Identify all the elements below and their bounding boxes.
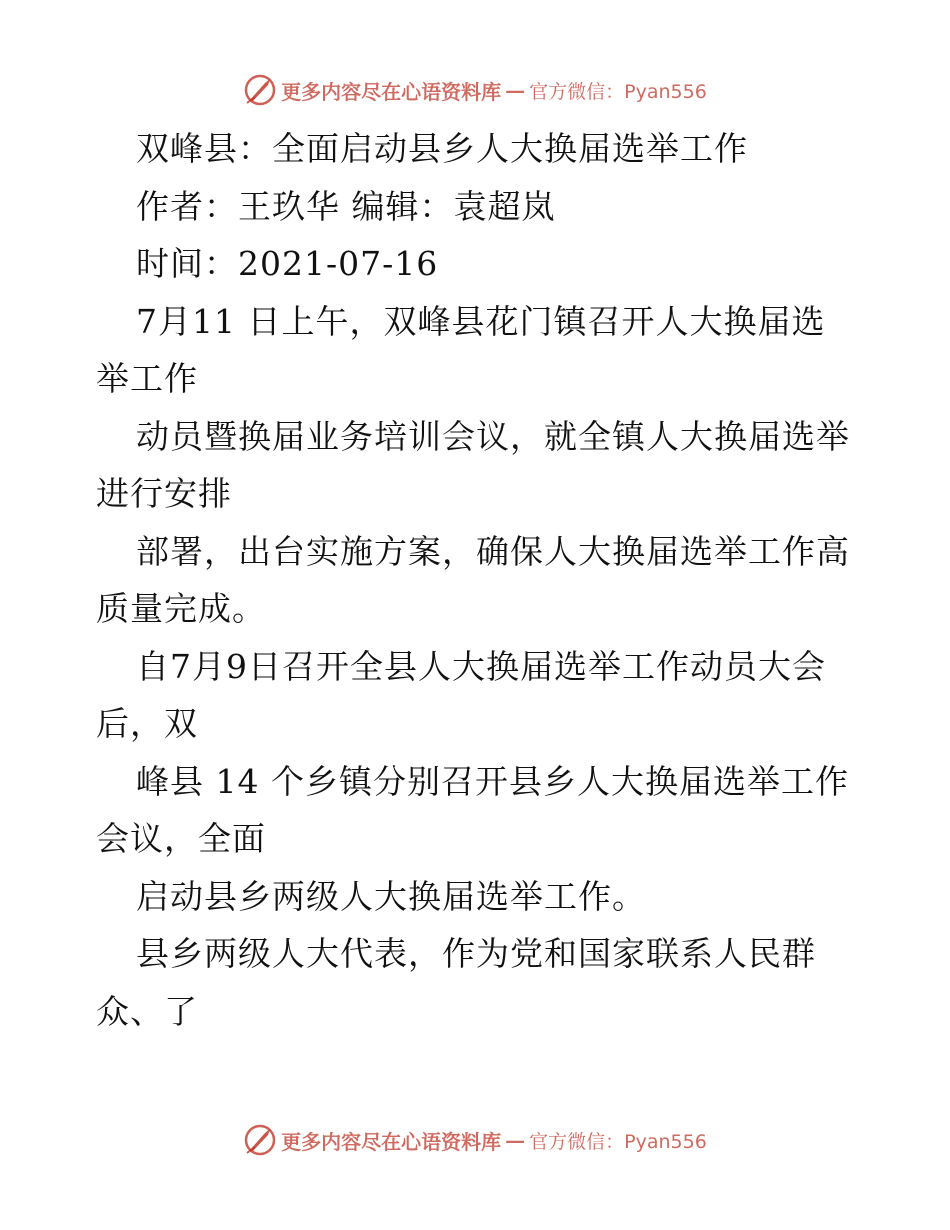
paragraph-line: 启动县乡两级人大换届选举工作。 [136, 876, 646, 916]
paragraph-line: 自7月9日召开全县人大换届选举工作动员大会 [136, 646, 826, 686]
watermark-separator: — [505, 1128, 526, 1152]
paragraph-line: 会议，全面 [96, 819, 266, 858]
paragraph-line: 进行安排 [96, 474, 232, 513]
watermark-separator: — [505, 78, 526, 102]
watermark-contact: 官方微信：Pyan556 [529, 80, 707, 103]
quill-pen-icon [243, 1123, 277, 1157]
article-author: 作者：王玖华 编辑：袁超岚 [136, 186, 556, 226]
paragraph-line: 峰县 14 个乡镇分别召开县乡人大换届选举工作 [136, 761, 849, 801]
header-watermark [0, 70, 950, 110]
paragraph-line: 后，双 [96, 704, 198, 743]
article-body [96, 120, 856, 1040]
paragraph-line: 质量完成。 [96, 589, 266, 628]
paragraph-line: 举工作 [96, 359, 198, 398]
quill-pen-icon [243, 73, 277, 107]
paragraph-line: 众、了 [96, 991, 198, 1031]
paragraph-line: 部署，出台实施方案，确保人大换届选举工作高 [136, 531, 850, 571]
paragraph-line: 县乡两级人大代表，作为党和国家联系人民群 [136, 934, 816, 973]
paragraph-line: 7月11 日上午，双峰县花门镇召开人大换届选 [136, 301, 826, 341]
watermark-text: 更多内容尽在心语资料库 [281, 1129, 502, 1154]
footer-watermark [0, 1120, 950, 1160]
article-title: 双峰县：全面启动县乡人大换届选举工作 [136, 129, 748, 168]
paragraph-line: 动员暨换届业务培训会议，就全镇人大换届选举 [136, 416, 850, 456]
watermark-contact: 官方微信：Pyan556 [529, 1130, 707, 1153]
article-date: 时间：2021-07-16 [136, 244, 439, 283]
watermark-text: 更多内容尽在心语资料库 [281, 79, 502, 104]
